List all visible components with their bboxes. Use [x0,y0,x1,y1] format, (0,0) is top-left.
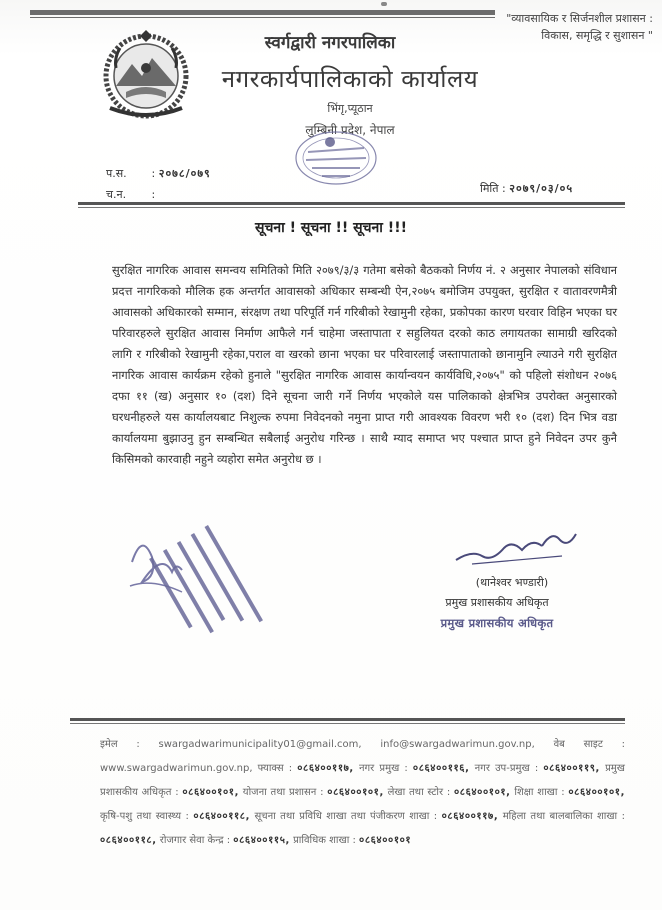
signature-right [452,520,582,570]
deputy-number: ०८६४००११९, [543,763,600,774]
fax-number: ०८६४००११७, [297,763,354,774]
slogan-line-1: "व्यावसायिक र सिर्जनशील प्रशासन : [506,12,653,25]
website-link[interactable]: www.swargadwarimun.gov.np, [100,763,253,774]
it-number: ०८६४००११७, [441,811,499,822]
signatory-name: (थानेश्वर भण्डारी) [475,576,549,589]
mayor-label: नगर प्रमुख : [358,763,408,774]
agri-label: कृषि-पशु तथा स्वास्थ्य : [100,811,189,822]
email-label: इमेल : [100,739,140,750]
planning-label: योजना तथा प्रशासन : [242,787,324,798]
website-label: वेब साइट : [553,739,625,750]
date-value: २०७९/०३/०५ [509,182,574,195]
employment-number: ०८६४००११५, [233,835,290,846]
address-line-1: भिंगृ,प्यूठान [327,102,373,115]
accounts-number: ०८६४००१०१, [453,787,511,798]
cao-number: ०८६४००१०१, [182,787,239,798]
accounts-label: लेखा तथा स्टोर : [387,787,451,798]
header-rule-thin [78,207,625,208]
scan-mark [381,2,387,6]
signatory-designation: प्रमुख प्रशासकीय अधिकृत [445,596,549,609]
fax-label: फ्याक्स : [257,763,293,774]
date-label: मिति : [480,182,506,195]
planning-number: ०८६४००१०१, [327,787,384,798]
email-1[interactable]: swargadwarimunicipality01@gmail.com, [158,739,362,750]
technical-label: प्राविधिक शाखा : [293,835,356,846]
agri-number: ०८६४००११८, [193,811,250,822]
signatory-block [412,573,582,633]
employment-label: रोजगार सेवा केन्द्र : [159,835,231,846]
women-label: महिला तथा बालबालिका शाखा : [502,811,625,822]
header-rule [78,202,625,205]
slogan [488,10,653,44]
top-rule-thin [30,17,495,18]
footer-rule [70,718,625,721]
education-label: शिक्षा शाखा : [514,787,565,798]
address-line-2: लुम्बिनी प्रदेश, नेपाल [305,123,395,137]
patra-sankhya: प.स. : २०७८/०७९ [106,163,211,184]
signature-stamp-left [112,522,272,662]
technical-number: ०८६४००१०१ [359,835,412,846]
footer-contacts [100,733,625,853]
nepal-emblem-icon [100,28,192,120]
cao-label: प्रमुख प्रशासकीय अधिकृत : [100,763,625,798]
women-number: ०८६४००११८, [100,835,157,846]
municipality-name: स्वर्गद्वारी नगरपालिका [264,33,396,53]
office-seal-stamp [290,128,382,188]
mayor-number: ०८६४००११६, [412,763,470,774]
patra-value: २०७८/०७९ [158,167,211,180]
letter-date [480,181,573,196]
chalani-label: च.न. [106,188,127,201]
education-number: ०८६४००१०१, [568,787,625,798]
footer-rule-thin [70,723,625,724]
notice-body: सुरक्षित नागरिक आवास समन्वय समितिको मिति २०७९/३/३ गतेमा बसेको बैठकको निर्णय नं. २ अनुसार नेपालको संविधान प्रदत्त नागरिकको मौलिक हक अन्तर्गत आवासको अधिकार सम्बन्धी ऐन,२०७५ बमोजिम उपयुक्त, सुरक्षित र वातावरणमैत्री आवासको अधिकारको सम्मान, संरक्षण तथा परिपूर्ति गर्न गरिबीको रेखामुनी रहेका, प्रकोपका कारण घरवार विहिन भएका घर परिवारहरुले सुरक्षित आवास निर्माण आफैले गर्न चाहेमा जस्तापाता र सहुलियत दरको काठ लगायतका सामाग्री खरिदको लागि र गरिबीको रेखामुनी रहेका,पराल वा खरको छाना भएका घर परिवारलाई जस्तापाताको छानामुनि ल्याउने गरी सुरक्षित नागरिक आवास कार्यक्रम रहेको हुनाले "सुरक्षित नागरिक आवास कार्यान्वयन कार्यविधि,२०७५" को पहिलो संशोधन २०७६ दफा ११ (ख) अनुसार १० (दश) दिने सूचना जारी गर्ने निर्णय भएकोले यस पालिकाको क्षेत्रभित्र उपरोक्त अनुसारको घरधनीहरुले यस कार्यालयबाट निशुल्क रुपमा निवेदनको नमुना प्राप्त गरी आवश्यक विवरण भरी १० (दश) दिन भित्र वडा कार्यालयमा बुझाउनु हुन सम्बन्धित सबैलाई अनुरोध गरिन्छ । साथै म्याद समाप्त भए पश्चात प्राप्त हुने निवेदन उपर कुनै किसिमको कारवाही नहुने व्यहोरा समेत अनुरोध छ । [112,263,617,466]
patra-label: प.स. [106,167,127,180]
reference-block [106,163,211,205]
it-label: सूचना तथा प्रविधि शाखा तथा पंजीकरण शाखा : [254,811,438,822]
email-2[interactable]: info@swargadwarimun.gov.np, [380,739,535,750]
designation-seal: प्रमुख प्रशासकीय अधिकृत [440,616,554,630]
slogan-line-2: विकास, समृद्धि र सुशासन " [541,29,653,42]
deputy-label: नगर उप-प्रमुख : [474,763,539,774]
top-rule [30,10,495,15]
chalani-number: च.न. : [106,184,211,205]
notice-title: सूचना ! सूचना !! सूचना !!! [255,220,407,236]
office-name: नगरकार्यपालिकाको कार्यालय [221,65,479,93]
